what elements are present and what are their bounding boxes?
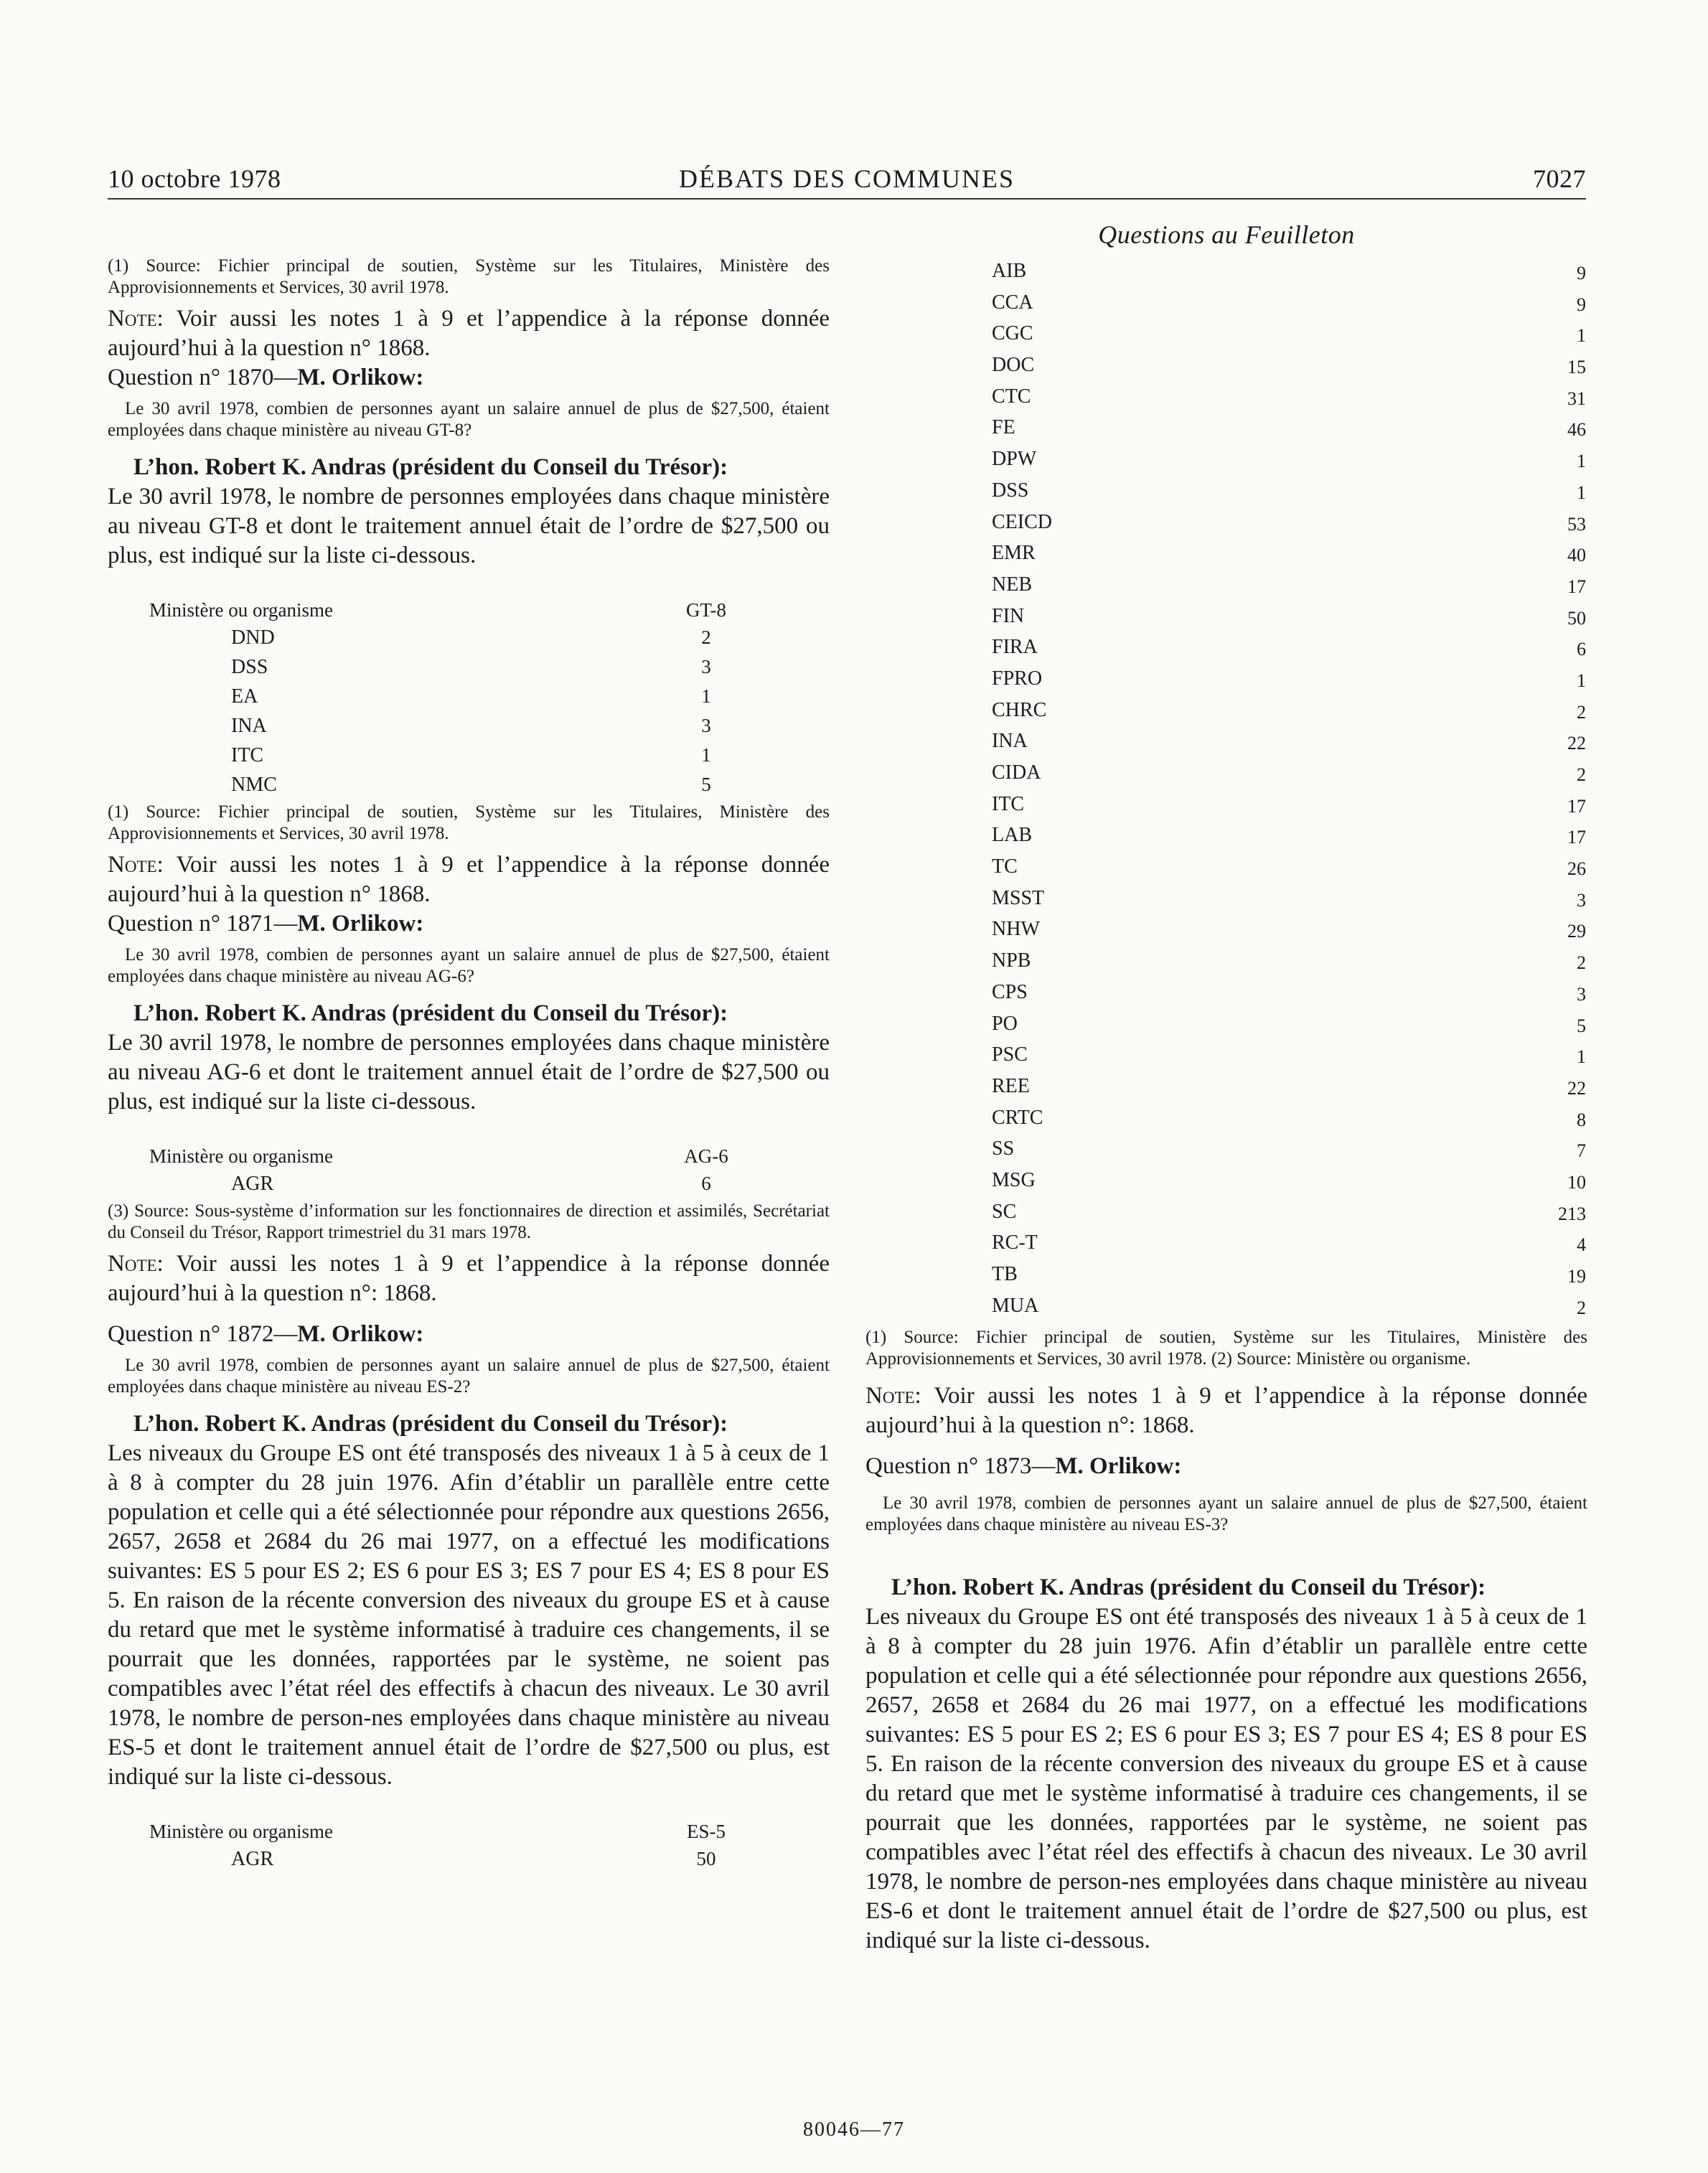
table-cell-dept: DOC	[992, 354, 1035, 377]
table-cell-value: 1	[701, 685, 711, 707]
speaker-name: L’hon. Robert K. Andras (président du Conseil du Trésor):	[133, 454, 728, 480]
table-row	[865, 851, 1587, 883]
question-number: Question n° 1872—	[108, 1321, 298, 1347]
table-cell-dept: FE	[992, 416, 1015, 439]
table-cell-dept: DSS	[992, 479, 1029, 502]
table-header-dept: Ministère ou organisme	[149, 1145, 333, 1167]
table-cell-dept: LAB	[992, 824, 1032, 847]
table-cell-value: 22	[1567, 1077, 1586, 1099]
table-cell-value: 15	[1567, 357, 1586, 378]
table-cell-dept: CEICD	[992, 510, 1052, 533]
note-text: : Voir aussi les notes 1 à 9 et l’appendice à la réponse donnée aujourd’hui à la question n° 1868.	[108, 306, 830, 361]
table-row	[865, 945, 1587, 977]
table-cell-dept: FIN	[992, 604, 1025, 627]
table-cell-dept: DSS	[231, 656, 268, 678]
table-cell-dept: MSG	[992, 1168, 1036, 1191]
note-label: Note	[108, 852, 157, 878]
table-cell-dept: NEB	[992, 573, 1032, 596]
dept-table	[865, 255, 1587, 1321]
note-paragraph	[108, 1249, 830, 1308]
question-heading	[108, 909, 830, 939]
note-label: Note	[108, 1251, 157, 1277]
answer-text: Le 30 avril 1978, le nombre de personnes employées dans chaque ministère au niveau GT-8 et dont le traitement annuel était de l’ordre de $27,500 ou plus, est indiqué sur la liste ci-dessous.	[108, 484, 830, 568]
table-cell-value: 3	[1577, 983, 1586, 1005]
table-cell-value: 29	[1567, 921, 1586, 942]
table-row	[865, 255, 1587, 287]
table-row	[865, 569, 1587, 601]
table-row	[108, 654, 830, 684]
question-heading	[108, 1320, 830, 1349]
table-cell-value: 50	[1567, 607, 1586, 629]
question-text: Le 30 avril 1978, combien de personnes ayant un salaire annuel de plus de $27,500, étaient employées dans chaque ministère au niveau ES-3?	[865, 1493, 1587, 1535]
table-row	[108, 1171, 830, 1201]
table-row	[865, 1102, 1587, 1134]
table-cell-dept: INA	[231, 715, 267, 737]
table-cell-dept: CHRC	[992, 698, 1047, 721]
table-cell-dept: NMC	[231, 774, 277, 796]
table-cell-dept: MUA	[992, 1294, 1039, 1317]
table-cell-dept: CGC	[992, 322, 1033, 345]
table-cell-value: 2	[1577, 1297, 1586, 1318]
table-cell-value: 17	[1567, 576, 1586, 597]
table-cell-value: 2	[1577, 701, 1586, 723]
question-author: M. Orlikow:	[297, 1321, 424, 1347]
table-cell-value: 2	[1577, 952, 1586, 974]
question-number: Question n° 1873—	[865, 1453, 1056, 1480]
table-cell-dept: MSST	[992, 886, 1045, 909]
table-row	[865, 757, 1587, 789]
answer-text: Les niveaux du Groupe ES ont été transposés des niveaux 1 à 5 à ceux de 1 à 8 à compter du 28 juin 1976. Afin d’établir un parallèle entre cette population et celle qui a été sélectionnée pour répondre aux questions 2656, 2657, 2658 et 2684 du 26 mai 1977, on a effectué les modifications suivantes: ES 5 pour ES 2; ES 6 pour ES 3; ES 7 pour ES 4; ES 8 pour ES 5. En raison de la récente conversion des niveaux du groupe ES et à cause du retard que met le système informatisé à traduire ces changements, il se pourrait que les données, rapportées par le système, ne soient pas compatibles avec l’état réel des effectifs à chacun des niveaux. Le 30 avril 1978, le nombre de person-nes employées dans chaque ministère au niveau ES-6 et dont le traitement annuel était de l’ordre de $27,500 ou plus, est indiqué sur la liste ci-dessous.	[865, 1604, 1587, 1954]
table-row	[865, 381, 1587, 413]
table-row	[865, 1071, 1587, 1102]
table-header	[108, 596, 830, 625]
table-cell-value: 2	[701, 626, 711, 648]
table-cell-value: 1	[1577, 451, 1586, 472]
table-cell-value: 4	[1577, 1234, 1586, 1256]
table-row	[865, 1008, 1587, 1040]
note-text: : Voir aussi les notes 1 à 9 et l’appendice à la réponse donnée aujourd’hui à la question n°: 1868.	[108, 1251, 830, 1306]
table-header	[108, 1818, 830, 1846]
table-cell-value: 50	[696, 1848, 716, 1869]
table-cell-dept: TC	[992, 855, 1018, 878]
question-text: Le 30 avril 1978, combien de personnes ayant un salaire annuel de plus de $27,500, étaient employées dans chaque ministère au niveau ES-2?	[108, 1356, 830, 1397]
table-cell-value: 6	[1577, 639, 1586, 660]
table-cell-dept: CCA	[992, 291, 1033, 314]
speaker-name: L’hon. Robert K. Andras (président du Conseil du Trésor):	[133, 1411, 728, 1437]
table-cell-value: 3	[701, 656, 711, 677]
table-row	[108, 772, 830, 802]
table-cell-dept: CPS	[992, 980, 1028, 1003]
table-row	[865, 914, 1587, 945]
table-cell-value: 2	[1577, 764, 1586, 785]
table-cell-dept: PSC	[992, 1043, 1028, 1066]
table-cell-dept: CIDA	[992, 761, 1041, 784]
table-cell-dept: TB	[992, 1263, 1018, 1285]
right-column	[865, 220, 1587, 1956]
left-column	[108, 255, 830, 1876]
question-text: Le 30 avril 1978, combien de personnes ayant un salaire annuel de plus de $27,500, étaient employées dans chaque ministère au niveau AG-6?	[108, 945, 830, 986]
note-paragraph	[865, 1381, 1587, 1440]
table-cell-dept: FPRO	[992, 667, 1043, 690]
table-cell-value: 3	[701, 715, 711, 736]
table-cell-dept: ITC	[992, 792, 1025, 815]
table-header-dept: Ministère ou organisme	[149, 599, 333, 621]
question-author: M. Orlikow:	[1055, 1453, 1182, 1480]
table-row	[865, 695, 1587, 726]
header-date: 10 octobre 1978	[108, 164, 281, 193]
table-header	[108, 1142, 830, 1171]
header-title: DÉBATS DES COMMUNES	[678, 164, 1015, 193]
table-cell-value: 3	[1577, 889, 1586, 911]
table-header-level: AG-6	[684, 1145, 728, 1167]
question-text: Le 30 avril 1978, combien de personnes ayant un salaire annuel de plus de $27,500, étaient employées dans chaque ministère au niveau GT-8?	[108, 399, 830, 440]
section-title: Questions au Feuilleton	[1098, 220, 1355, 249]
table-cell-dept: AGR	[231, 1848, 274, 1870]
table-cell-dept: ITC	[231, 744, 264, 766]
table-row	[865, 1290, 1587, 1322]
table-row	[865, 632, 1587, 663]
table-row	[865, 883, 1587, 914]
table-cell-dept: NHW	[992, 918, 1040, 941]
question-heading	[865, 1452, 1587, 1481]
table-ag6	[108, 1142, 830, 1201]
table-cell-value: 10	[1567, 1171, 1586, 1193]
table-row	[865, 1133, 1587, 1165]
table-cell-value: 1	[1577, 325, 1586, 347]
table-cell-value: 46	[1567, 419, 1586, 441]
table-row	[108, 1846, 830, 1876]
table-cell-value: 17	[1567, 827, 1586, 848]
note-paragraph	[108, 850, 830, 909]
table-cell-value: 1	[1577, 1046, 1586, 1068]
note-text: : Voir aussi les notes 1 à 9 et l’appendice à la réponse donnée aujourd’hui à la question n° 1868.	[108, 852, 830, 907]
note-label: Note	[108, 306, 157, 332]
table-row	[865, 349, 1587, 381]
table-cell-value: 9	[1577, 263, 1586, 283]
page-header	[108, 162, 1586, 200]
table-row	[865, 1227, 1587, 1259]
table-row	[865, 1165, 1587, 1196]
table-cell-value: 31	[1567, 388, 1586, 409]
table-cell-value: 1	[701, 744, 711, 766]
table-cell-dept: INA	[992, 730, 1028, 753]
footnote-source: (1) Source: Fichier principal de soutien, Système sur les Titulaires, Ministère des Approvisionnements et Services, 30 avril 1978. (2) Source: Ministère ou organisme.	[865, 1328, 1587, 1369]
table-cell-dept: CTC	[992, 385, 1031, 408]
table-cell-dept: EMR	[992, 542, 1036, 565]
table-cell-dept: DND	[231, 626, 275, 649]
page-number: 7027	[1533, 164, 1586, 193]
footnote-source: (1) Source: Fichier principal de soutien, Système sur les Titulaires, Ministère des Approvisionnements et Services, 30 avril 1978.	[108, 256, 830, 297]
table-cell-value: 53	[1567, 513, 1586, 535]
table-row	[865, 1039, 1587, 1071]
table-row	[865, 663, 1587, 695]
table-cell-dept: SS	[992, 1137, 1015, 1160]
table-cell-dept: NPB	[992, 949, 1031, 972]
table-row	[108, 684, 830, 713]
question-author: M. Orlikow:	[297, 911, 424, 937]
table-row	[865, 507, 1587, 538]
table-cell-value: 5	[701, 774, 711, 795]
table-row	[865, 820, 1587, 851]
table-row	[865, 789, 1587, 820]
answer-text: Les niveaux du Groupe ES ont été transposés des niveaux 1 à 5 à ceux de 1 à 8 à compter du 28 juin 1976. Afin d’établir un parallèle entre cette population et celle qui a été sélectionnée pour répondre aux questions 2656, 2657, 2658 et 2684 du 26 mai 1977, on a effectué les modifications suivantes: ES 5 pour ES 2; ES 6 pour ES 3; ES 7 pour ES 4; ES 8 pour ES 5. En raison de la récente conversion des niveaux du groupe ES et à cause du retard que met le système informatisé à traduire ces changements, il se pourrait que les données, rapportées par le système, ne soient pas compatibles avec l’état réel des effectifs à chacun des niveaux. Le 30 avril 1978, le nombre de person-nes employées dans chaque ministère au niveau ES-5 et dont le traitement annuel était de l’ordre de $27,500 ou plus, est indiqué sur la liste ci-dessous.	[108, 1440, 830, 1790]
table-row	[108, 713, 830, 743]
table-cell-value: 6	[701, 1173, 711, 1194]
question-number: Question n° 1870—	[108, 365, 298, 390]
table-cell-value: 17	[1567, 795, 1586, 817]
table-cell-value: 1	[1577, 670, 1586, 691]
answer-text: Le 30 avril 1978, le nombre de personnes employées dans chaque ministère au niveau AG-6 et dont le traitement annuel était de l’ordre de $27,500 ou plus, est indiqué sur la liste ci-dessous.	[108, 1030, 830, 1114]
table-cell-dept: RC-T	[992, 1231, 1038, 1254]
table-row	[865, 726, 1587, 757]
table-cell-value: 5	[1577, 1015, 1586, 1036]
table-gt8	[108, 596, 830, 802]
table-header-dept: Ministère ou organisme	[149, 1821, 333, 1842]
table-row	[865, 475, 1587, 507]
table-cell-dept: CRTC	[992, 1106, 1043, 1129]
table-cell-dept: EA	[231, 685, 258, 708]
table-cell-dept: AGR	[231, 1173, 274, 1195]
table-es5	[108, 1818, 830, 1876]
question-number: Question n° 1871—	[108, 911, 298, 937]
table-header-level: GT-8	[685, 599, 726, 621]
footnote-source: (1) Source: Fichier principal de soutien, Système sur les Titulaires, Ministère des Approvisionnements et Services, 30 avril 1978.	[108, 802, 830, 843]
table-cell-value: 26	[1567, 858, 1586, 880]
table-row	[865, 601, 1587, 632]
table-row	[865, 318, 1587, 349]
table-cell-value: 1	[1577, 482, 1586, 503]
table-row	[865, 977, 1587, 1008]
page-footer: 80046—77	[803, 2118, 905, 2141]
table-cell-value: 9	[1577, 294, 1586, 315]
table-cell-value: 19	[1567, 1266, 1586, 1287]
table-cell-value: 8	[1577, 1109, 1586, 1130]
answer-speaker	[865, 1573, 1587, 1602]
table-cell-dept: SC	[992, 1200, 1017, 1223]
table-row	[865, 538, 1587, 569]
table-row	[865, 1259, 1587, 1290]
table-row	[108, 743, 830, 772]
table-row	[865, 443, 1587, 475]
speaker-name: L’hon. Robert K. Andras (président du Conseil du Trésor):	[891, 1574, 1486, 1601]
table-cell-dept: REE	[992, 1074, 1030, 1097]
table-cell-dept: DPW	[992, 448, 1037, 471]
answer-speaker	[108, 1409, 830, 1439]
table-header-level: ES-5	[687, 1821, 726, 1842]
table-cell-value: 22	[1567, 733, 1586, 754]
footnote-source: (3) Source: Sous-système d’information sur les fonctionnaires de direction et assimilés, Secrétariat du Conseil du Trésor, Rapport trimestriel du 31 mars 1978.	[108, 1201, 830, 1242]
table-cell-dept: PO	[992, 1012, 1018, 1035]
question-heading	[108, 363, 830, 393]
table-cell-value: 40	[1567, 545, 1586, 566]
table-cell-value: 213	[1558, 1203, 1586, 1224]
note-label: Note	[865, 1383, 915, 1409]
table-cell-dept: FIRA	[992, 636, 1038, 659]
answer-speaker	[108, 453, 830, 482]
table-row	[108, 625, 830, 654]
speaker-name: L’hon. Robert K. Andras (président du Conseil du Trésor):	[133, 1000, 728, 1026]
note-paragraph	[108, 304, 830, 363]
table-cell-dept: AIB	[992, 260, 1027, 282]
answer-speaker	[108, 999, 830, 1028]
table-row	[865, 412, 1587, 443]
table-row	[865, 1196, 1587, 1228]
table-row	[865, 287, 1587, 319]
table-cell-value: 7	[1577, 1140, 1586, 1162]
question-author: M. Orlikow:	[297, 365, 424, 390]
note-text: : Voir aussi les notes 1 à 9 et l’appendice à la réponse donnée aujourd’hui à la question n°: 1868.	[865, 1383, 1587, 1439]
